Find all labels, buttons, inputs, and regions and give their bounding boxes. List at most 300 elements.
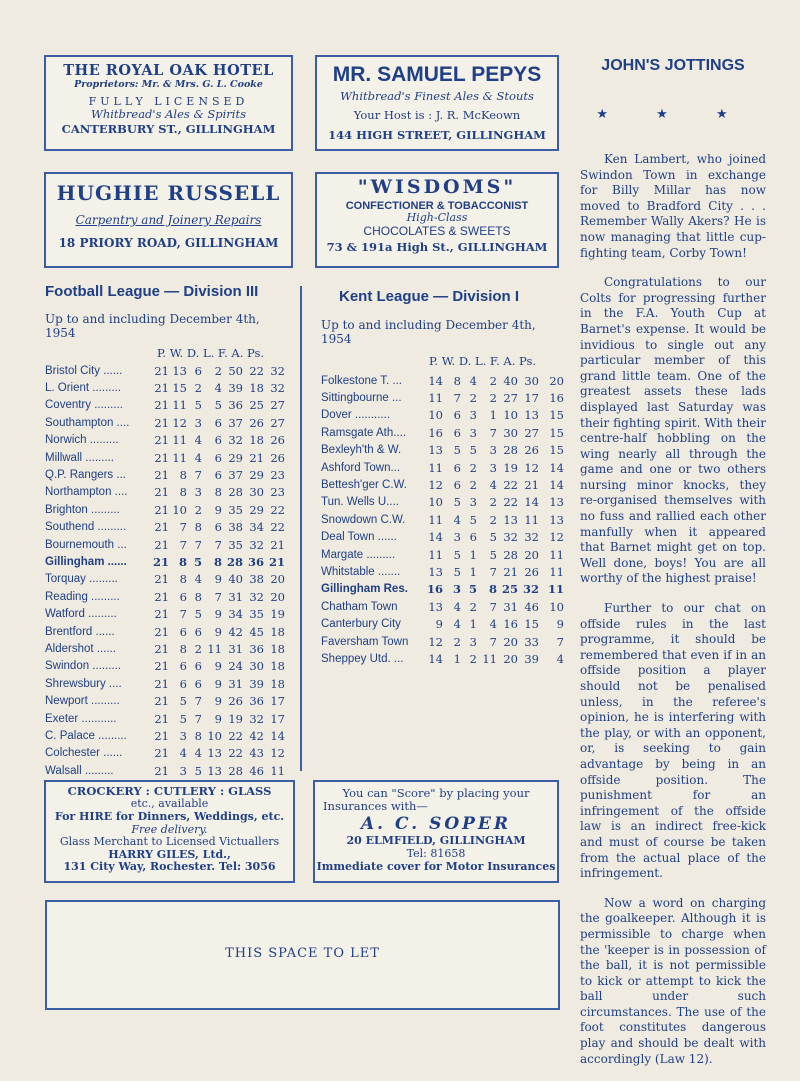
team-name: Gillingham Res. <box>321 583 408 596</box>
stat-d: 3 <box>469 495 477 510</box>
stat-ps: 12 <box>270 746 285 761</box>
team-name: Bristol City ...... <box>45 364 123 377</box>
stat-a: 32 <box>522 582 539 597</box>
stat-f: 25 <box>501 582 518 597</box>
ad-ac-soper <box>313 780 559 883</box>
stat-d: 4 <box>194 746 202 761</box>
stat-ps: 21 <box>270 537 285 552</box>
stat-a: 18 <box>249 433 264 448</box>
stat-ps: 18 <box>270 676 285 691</box>
stat-f: 19 <box>228 711 243 726</box>
team-name: Brentford ...... <box>45 625 115 638</box>
stat-ps: 14 <box>270 728 285 743</box>
team-name: Brighton ......... <box>45 503 120 516</box>
stat-ps: 13 <box>549 495 564 510</box>
ad-wisdoms-line2: High-Class <box>406 211 468 225</box>
ad-wisdoms-line3: CHOCOLATES & SWEETS <box>363 224 511 239</box>
stat-p: 13 <box>428 443 443 458</box>
stat-l: 6 <box>214 520 222 535</box>
stat-l: 8 <box>213 554 222 569</box>
stat-d: 3 <box>194 485 202 500</box>
stat-l: 9 <box>214 572 222 587</box>
ad-soper-name: A. C. SOPER <box>360 814 512 835</box>
stat-d: 6 <box>194 659 202 674</box>
ad-giles-line1: CROCKERY : CUTLERY : GLASS <box>67 784 272 798</box>
table-row <box>45 658 285 675</box>
ad-soper-address: 20 ELMFIELD, GILLINGHAM <box>346 833 526 847</box>
stat-f: 28 <box>228 763 243 778</box>
stat-p: 21 <box>154 381 169 396</box>
stat-l: 9 <box>214 502 222 517</box>
stat-ps: 18 <box>270 641 285 656</box>
stat-w: 5 <box>179 711 187 726</box>
stat-d: 2 <box>469 391 477 406</box>
stat-d: 7 <box>194 711 202 726</box>
stat-d: 8 <box>194 589 202 604</box>
stat-a: 22 <box>249 363 264 378</box>
table-row <box>45 692 285 709</box>
team-name: Bournemouth ... <box>45 538 127 551</box>
ad-hughie-russell <box>44 172 293 268</box>
stat-d: 7 <box>194 694 202 709</box>
stat-l: 9 <box>214 694 222 709</box>
team-name: Reading ......... <box>45 590 120 603</box>
stat-p: 21 <box>154 659 169 674</box>
stat-a: 25 <box>249 398 264 413</box>
team-name: Watford ......... <box>45 608 117 621</box>
stat-f: 27 <box>503 391 518 406</box>
team-name: Ramsgate Ath.... <box>321 426 407 439</box>
stat-f: 24 <box>228 659 243 674</box>
table-row <box>45 414 285 431</box>
team-name: Gillingham ...... <box>45 555 127 568</box>
stat-d: 2 <box>194 381 202 396</box>
stat-ps: 18 <box>270 624 285 639</box>
ad-royal-oak-address: CANTERBURY ST., GILLINGHAM <box>61 122 276 137</box>
ad-wisdoms-title: "WISDOMS" <box>357 176 517 198</box>
team-name: Swindon ......... <box>45 660 122 673</box>
kent-title: Kent League — Division I <box>339 288 520 305</box>
table-row <box>321 511 564 528</box>
stat-a: 29 <box>249 468 264 483</box>
stat-d: 5 <box>469 512 477 527</box>
table-row <box>45 571 285 588</box>
stat-w: 6 <box>179 624 187 639</box>
kent-header: P. W. D. L. F. A. Ps. <box>429 354 537 368</box>
stat-d: 8 <box>194 728 202 743</box>
stat-l: 5 <box>489 547 497 562</box>
stat-w: 6 <box>453 408 461 423</box>
stat-w: 4 <box>453 512 461 527</box>
stat-f: 22 <box>503 495 518 510</box>
stat-l: 7 <box>489 599 497 614</box>
stat-a: 21 <box>249 450 264 465</box>
stat-a: 39 <box>249 676 264 691</box>
stat-d: 2 <box>469 460 477 475</box>
stat-p: 13 <box>428 599 443 614</box>
team-name: Norwich ......... <box>45 434 119 447</box>
stat-l: 1 <box>489 408 497 423</box>
stat-w: 8 <box>453 373 461 388</box>
stat-a: 30 <box>524 373 539 388</box>
division-3-rows <box>45 362 285 779</box>
stat-f: 31 <box>503 599 518 614</box>
table-row <box>45 362 285 379</box>
table-row <box>321 633 564 650</box>
stat-f: 40 <box>228 572 243 587</box>
stat-p: 14 <box>428 373 443 388</box>
ad-royal-oak-licensed: FULLY LICENSED <box>88 94 249 108</box>
team-name: Canterbury City <box>321 618 401 631</box>
team-name: Southampton .... <box>45 416 130 429</box>
ad-space-to-let <box>45 900 560 1010</box>
stat-l: 6 <box>214 450 222 465</box>
stat-d: 6 <box>194 363 202 378</box>
team-name: Shrewsbury .... <box>45 677 122 690</box>
stat-a: 30 <box>249 659 264 674</box>
stat-f: 31 <box>228 676 243 691</box>
stat-a: 12 <box>524 460 539 475</box>
table-row <box>321 563 564 580</box>
stat-a: 32 <box>249 589 264 604</box>
stat-p: 21 <box>154 468 169 483</box>
stat-w: 6 <box>453 478 461 493</box>
stat-d: 5 <box>469 443 477 458</box>
jottings-paragraph-2: Congratulations to our Colts for progressing further in the F.A. Youth Cup at Barnet's expense. It would be invidious to single out any particular member of this grand little team. One of the greatest assets these lads displayed last Saturday was their fighting spirit. With their centre-half hobbling on the wing nearly all through the game and one or two others nursing minor knocks, they re-organised themselves with no fuss and rallied each other manfully when it appeared that Barnet might get on top. Well done, boys! You are all worthy of the highest praise! <box>580 275 766 586</box>
stat-ps: 18 <box>270 659 285 674</box>
stat-ps: 4 <box>556 651 564 666</box>
stat-f: 32 <box>228 433 243 448</box>
stat-ps: 27 <box>270 415 285 430</box>
division-3-subtitle: Up to and including December 4th, 1954 <box>45 312 260 340</box>
jottings-paragraph-3: Further to our chat on offside rules in the last programme, it should be remembered that even if in an offside position a player should not be penalised unless, in the referee's opinion, he is interfering with the play, or with an opponent, or, is seeking to gain advantage by being in an offside position. The punishment for an infringement of the offside law is an indirect free-kick and must of course be taken from the actual place of the infringement. <box>580 601 766 881</box>
stat-a: 32 <box>249 711 264 726</box>
table-row <box>321 407 564 424</box>
table-row <box>45 501 285 518</box>
jottings-stars: ★ ★ ★ <box>596 107 750 122</box>
stat-a: 42 <box>249 728 264 743</box>
table-row <box>45 484 285 501</box>
stat-d: 6 <box>469 530 477 545</box>
stat-w: 5 <box>453 443 461 458</box>
stat-w: 6 <box>179 589 187 604</box>
table-row <box>45 553 285 570</box>
stat-w: 6 <box>179 676 187 691</box>
team-name: Bettesh'ger C.W. <box>321 479 407 492</box>
stat-w: 8 <box>179 468 187 483</box>
stat-d: 3 <box>469 408 477 423</box>
stat-f: 50 <box>228 363 243 378</box>
ad-harry-giles <box>44 780 295 883</box>
stat-w: 2 <box>453 634 461 649</box>
stat-l: 7 <box>214 589 222 604</box>
stat-w: 15 <box>172 381 187 396</box>
stat-ps: 20 <box>270 572 285 587</box>
team-name: Sittingbourne ... <box>321 392 402 405</box>
stat-a: 46 <box>524 599 539 614</box>
stat-p: 21 <box>154 607 169 622</box>
stat-ps: 15 <box>549 425 564 440</box>
stat-d: 6 <box>194 624 202 639</box>
stat-l: 3 <box>489 443 497 458</box>
ad-pepys-host: Your Host is : J. R. McKeown <box>353 108 521 123</box>
table-row <box>45 588 285 605</box>
stat-p: 21 <box>154 589 169 604</box>
ad-giles-line3: For HIRE for Dinners, Weddings, etc. <box>54 809 285 823</box>
stat-a: 11 <box>524 512 539 527</box>
ad-giles-line5: Glass Merchant to Licensed Victuallers <box>59 835 280 849</box>
table-row <box>45 710 285 727</box>
column-divider <box>300 286 302 771</box>
table-row <box>45 536 285 553</box>
stat-a: 26 <box>524 443 539 458</box>
table-row <box>321 529 564 546</box>
stat-p: 10 <box>428 495 443 510</box>
stat-l: 9 <box>214 711 222 726</box>
stat-p: 14 <box>428 651 443 666</box>
team-name: Tun. Wells U.... <box>321 496 399 509</box>
table-row <box>45 640 285 657</box>
stat-d: 3 <box>469 425 477 440</box>
team-name: Chatham Town <box>321 600 398 613</box>
stat-f: 38 <box>228 520 243 535</box>
team-name: L. Orient ......... <box>45 382 122 395</box>
stat-w: 7 <box>179 537 187 552</box>
stat-p: 16 <box>426 582 443 597</box>
stat-a: 15 <box>524 617 539 632</box>
stat-p: 21 <box>154 485 169 500</box>
stat-a: 36 <box>249 641 264 656</box>
ad-giles-line6: HARRY GILES, Ltd., <box>108 847 231 861</box>
stat-d: 3 <box>194 415 202 430</box>
table-row <box>321 459 564 476</box>
ad-russell-trade: Carpentry and Joinery Repairs <box>75 213 262 227</box>
stat-p: 12 <box>428 634 443 649</box>
stat-ps: 11 <box>547 582 564 597</box>
stat-f: 16 <box>503 617 518 632</box>
team-name: Faversham Town <box>321 635 409 648</box>
stat-p: 10 <box>428 408 443 423</box>
team-name: Q.P. Rangers ... <box>45 469 126 482</box>
ad-wisdoms <box>315 172 559 268</box>
stat-ps: 15 <box>549 408 564 423</box>
stat-w: 4 <box>453 599 461 614</box>
to-let-text: THIS SPACE TO LET <box>225 946 380 961</box>
stat-p: 21 <box>152 554 169 569</box>
stat-w: 3 <box>453 530 461 545</box>
stat-l: 11 <box>482 651 497 666</box>
stat-l: 7 <box>489 564 497 579</box>
stat-w: 8 <box>179 572 187 587</box>
stat-ps: 26 <box>270 450 285 465</box>
team-name: Aldershot ...... <box>45 642 116 655</box>
stat-f: 28 <box>503 547 518 562</box>
division-3-header: P. W. D. L. F. A. Ps. <box>157 346 265 360</box>
ad-royal-oak-title: THE ROYAL OAK HOTEL <box>63 62 274 79</box>
stat-f: 35 <box>228 537 243 552</box>
stat-d: 3 <box>469 634 477 649</box>
stat-f: 13 <box>503 512 518 527</box>
stat-a: 33 <box>524 634 539 649</box>
stat-p: 21 <box>154 676 169 691</box>
stat-ps: 32 <box>270 381 285 396</box>
stat-a: 35 <box>249 607 264 622</box>
stat-a: 32 <box>524 530 539 545</box>
ad-samuel-pepys <box>315 55 559 151</box>
stat-ps: 23 <box>270 468 285 483</box>
stat-a: 38 <box>249 572 264 587</box>
stat-a: 43 <box>249 746 264 761</box>
table-row <box>321 372 564 389</box>
stat-l: 9 <box>214 624 222 639</box>
stat-f: 31 <box>228 589 243 604</box>
stat-p: 11 <box>428 512 443 527</box>
stat-ps: 11 <box>549 564 564 579</box>
stat-f: 32 <box>503 530 518 545</box>
stat-p: 11 <box>428 391 443 406</box>
table-row <box>321 476 564 493</box>
stat-p: 21 <box>154 694 169 709</box>
ad-wisdoms-line1: CONFECTIONER & TOBACCONIST <box>345 199 529 212</box>
table-row <box>321 442 564 459</box>
stat-a: 34 <box>249 520 264 535</box>
kent-rows <box>321 372 564 668</box>
team-name: Millwall ......... <box>45 451 115 464</box>
ad-soper-line2: Insurances with— <box>323 799 428 814</box>
stat-ps: 19 <box>270 607 285 622</box>
stat-d: 4 <box>469 373 477 388</box>
stat-a: 39 <box>524 651 539 666</box>
stat-l: 10 <box>207 728 222 743</box>
table-row <box>45 449 285 466</box>
stat-w: 8 <box>178 554 187 569</box>
stat-w: 5 <box>179 694 187 709</box>
stat-l: 2 <box>489 512 497 527</box>
stat-w: 13 <box>172 363 187 378</box>
stat-f: 34 <box>228 607 243 622</box>
stat-a: 30 <box>249 485 264 500</box>
table-row <box>321 581 564 598</box>
stat-d: 2 <box>194 502 202 517</box>
stat-p: 11 <box>428 547 443 562</box>
ad-soper-cover: Immediate cover for Motor Insurances <box>316 860 556 874</box>
stat-l: 2 <box>214 363 222 378</box>
stat-l: 3 <box>489 460 497 475</box>
stat-d: 2 <box>469 651 477 666</box>
stat-p: 13 <box>428 564 443 579</box>
stat-a: 21 <box>524 478 539 493</box>
stat-p: 21 <box>154 537 169 552</box>
stat-d: 7 <box>194 468 202 483</box>
stat-d: 4 <box>194 450 202 465</box>
stat-a: 45 <box>249 624 264 639</box>
table-row <box>45 397 285 414</box>
stat-ps: 17 <box>270 694 285 709</box>
stat-p: 21 <box>154 450 169 465</box>
stat-p: 21 <box>154 728 169 743</box>
stat-d: 5 <box>194 398 202 413</box>
table-row <box>321 494 564 511</box>
ad-royal-oak-ales: Whitbread's Ales & Spirits <box>91 107 246 122</box>
stat-p: 21 <box>154 572 169 587</box>
stat-f: 42 <box>228 624 243 639</box>
ad-pepys-ales: Whitbread's Finest Ales & Stouts <box>340 89 534 104</box>
stat-f: 10 <box>503 408 518 423</box>
stat-a: 27 <box>524 425 539 440</box>
stat-w: 11 <box>172 450 187 465</box>
stat-p: 21 <box>154 502 169 517</box>
stat-a: 20 <box>524 547 539 562</box>
table-row <box>45 762 285 779</box>
table-row <box>321 598 564 615</box>
stat-l: 13 <box>207 763 222 778</box>
stat-l: 13 <box>207 746 222 761</box>
stat-w: 3 <box>452 582 461 597</box>
table-row <box>45 519 285 536</box>
stat-p: 9 <box>435 617 443 632</box>
stat-p: 21 <box>154 398 169 413</box>
stat-d: 5 <box>194 763 202 778</box>
stat-p: 21 <box>154 763 169 778</box>
stat-l: 2 <box>489 373 497 388</box>
stat-ps: 14 <box>549 460 564 475</box>
jottings-title: JOHN'S JOTTINGS <box>601 57 745 74</box>
stat-a: 26 <box>249 415 264 430</box>
stat-l: 2 <box>489 391 497 406</box>
stat-f: 20 <box>503 651 518 666</box>
stat-ps: 17 <box>270 711 285 726</box>
ad-russell-title: HUGHIE RUSSELL <box>56 181 281 205</box>
stat-w: 4 <box>453 617 461 632</box>
team-name: Dover ........... <box>321 409 391 422</box>
stat-ps: 13 <box>549 512 564 527</box>
stat-l: 11 <box>207 641 222 656</box>
stat-l: 9 <box>214 607 222 622</box>
stat-w: 12 <box>172 415 187 430</box>
stat-ps: 10 <box>549 599 564 614</box>
table-row <box>321 546 564 563</box>
stat-a: 46 <box>249 763 264 778</box>
team-name: Coventry ......... <box>45 399 123 412</box>
table-row <box>321 389 564 406</box>
stat-w: 6 <box>453 425 461 440</box>
stat-w: 5 <box>453 564 461 579</box>
table-row <box>45 605 285 622</box>
stat-f: 37 <box>228 415 243 430</box>
table-row <box>45 432 285 449</box>
ad-russell-address: 18 PRIORY ROAD, GILLINGHAM <box>58 235 279 250</box>
stat-l: 4 <box>214 381 222 396</box>
stat-d: 6 <box>194 676 202 691</box>
stat-ps: 22 <box>270 520 285 535</box>
stat-l: 8 <box>214 485 222 500</box>
stat-d: 1 <box>469 547 477 562</box>
stat-d: 2 <box>194 641 202 656</box>
stat-ps: 23 <box>270 485 285 500</box>
stat-ps: 11 <box>549 547 564 562</box>
table-row <box>45 623 285 640</box>
stat-p: 16 <box>428 425 443 440</box>
stat-a: 26 <box>524 564 539 579</box>
stat-d: 1 <box>469 564 477 579</box>
stat-l: 6 <box>214 433 222 448</box>
stat-p: 21 <box>154 624 169 639</box>
jottings-paragraph-1: Ken Lambert, who joined Swindon Town in exchange for Billy Millar has now moved to Bradford City . . . Remember Wally Akers? He is now managing that little cup-fighting team, Corby Town! <box>580 152 766 260</box>
stat-d: 4 <box>194 572 202 587</box>
stat-ps: 15 <box>549 443 564 458</box>
stat-w: 11 <box>172 433 187 448</box>
stat-l: 6 <box>214 415 222 430</box>
